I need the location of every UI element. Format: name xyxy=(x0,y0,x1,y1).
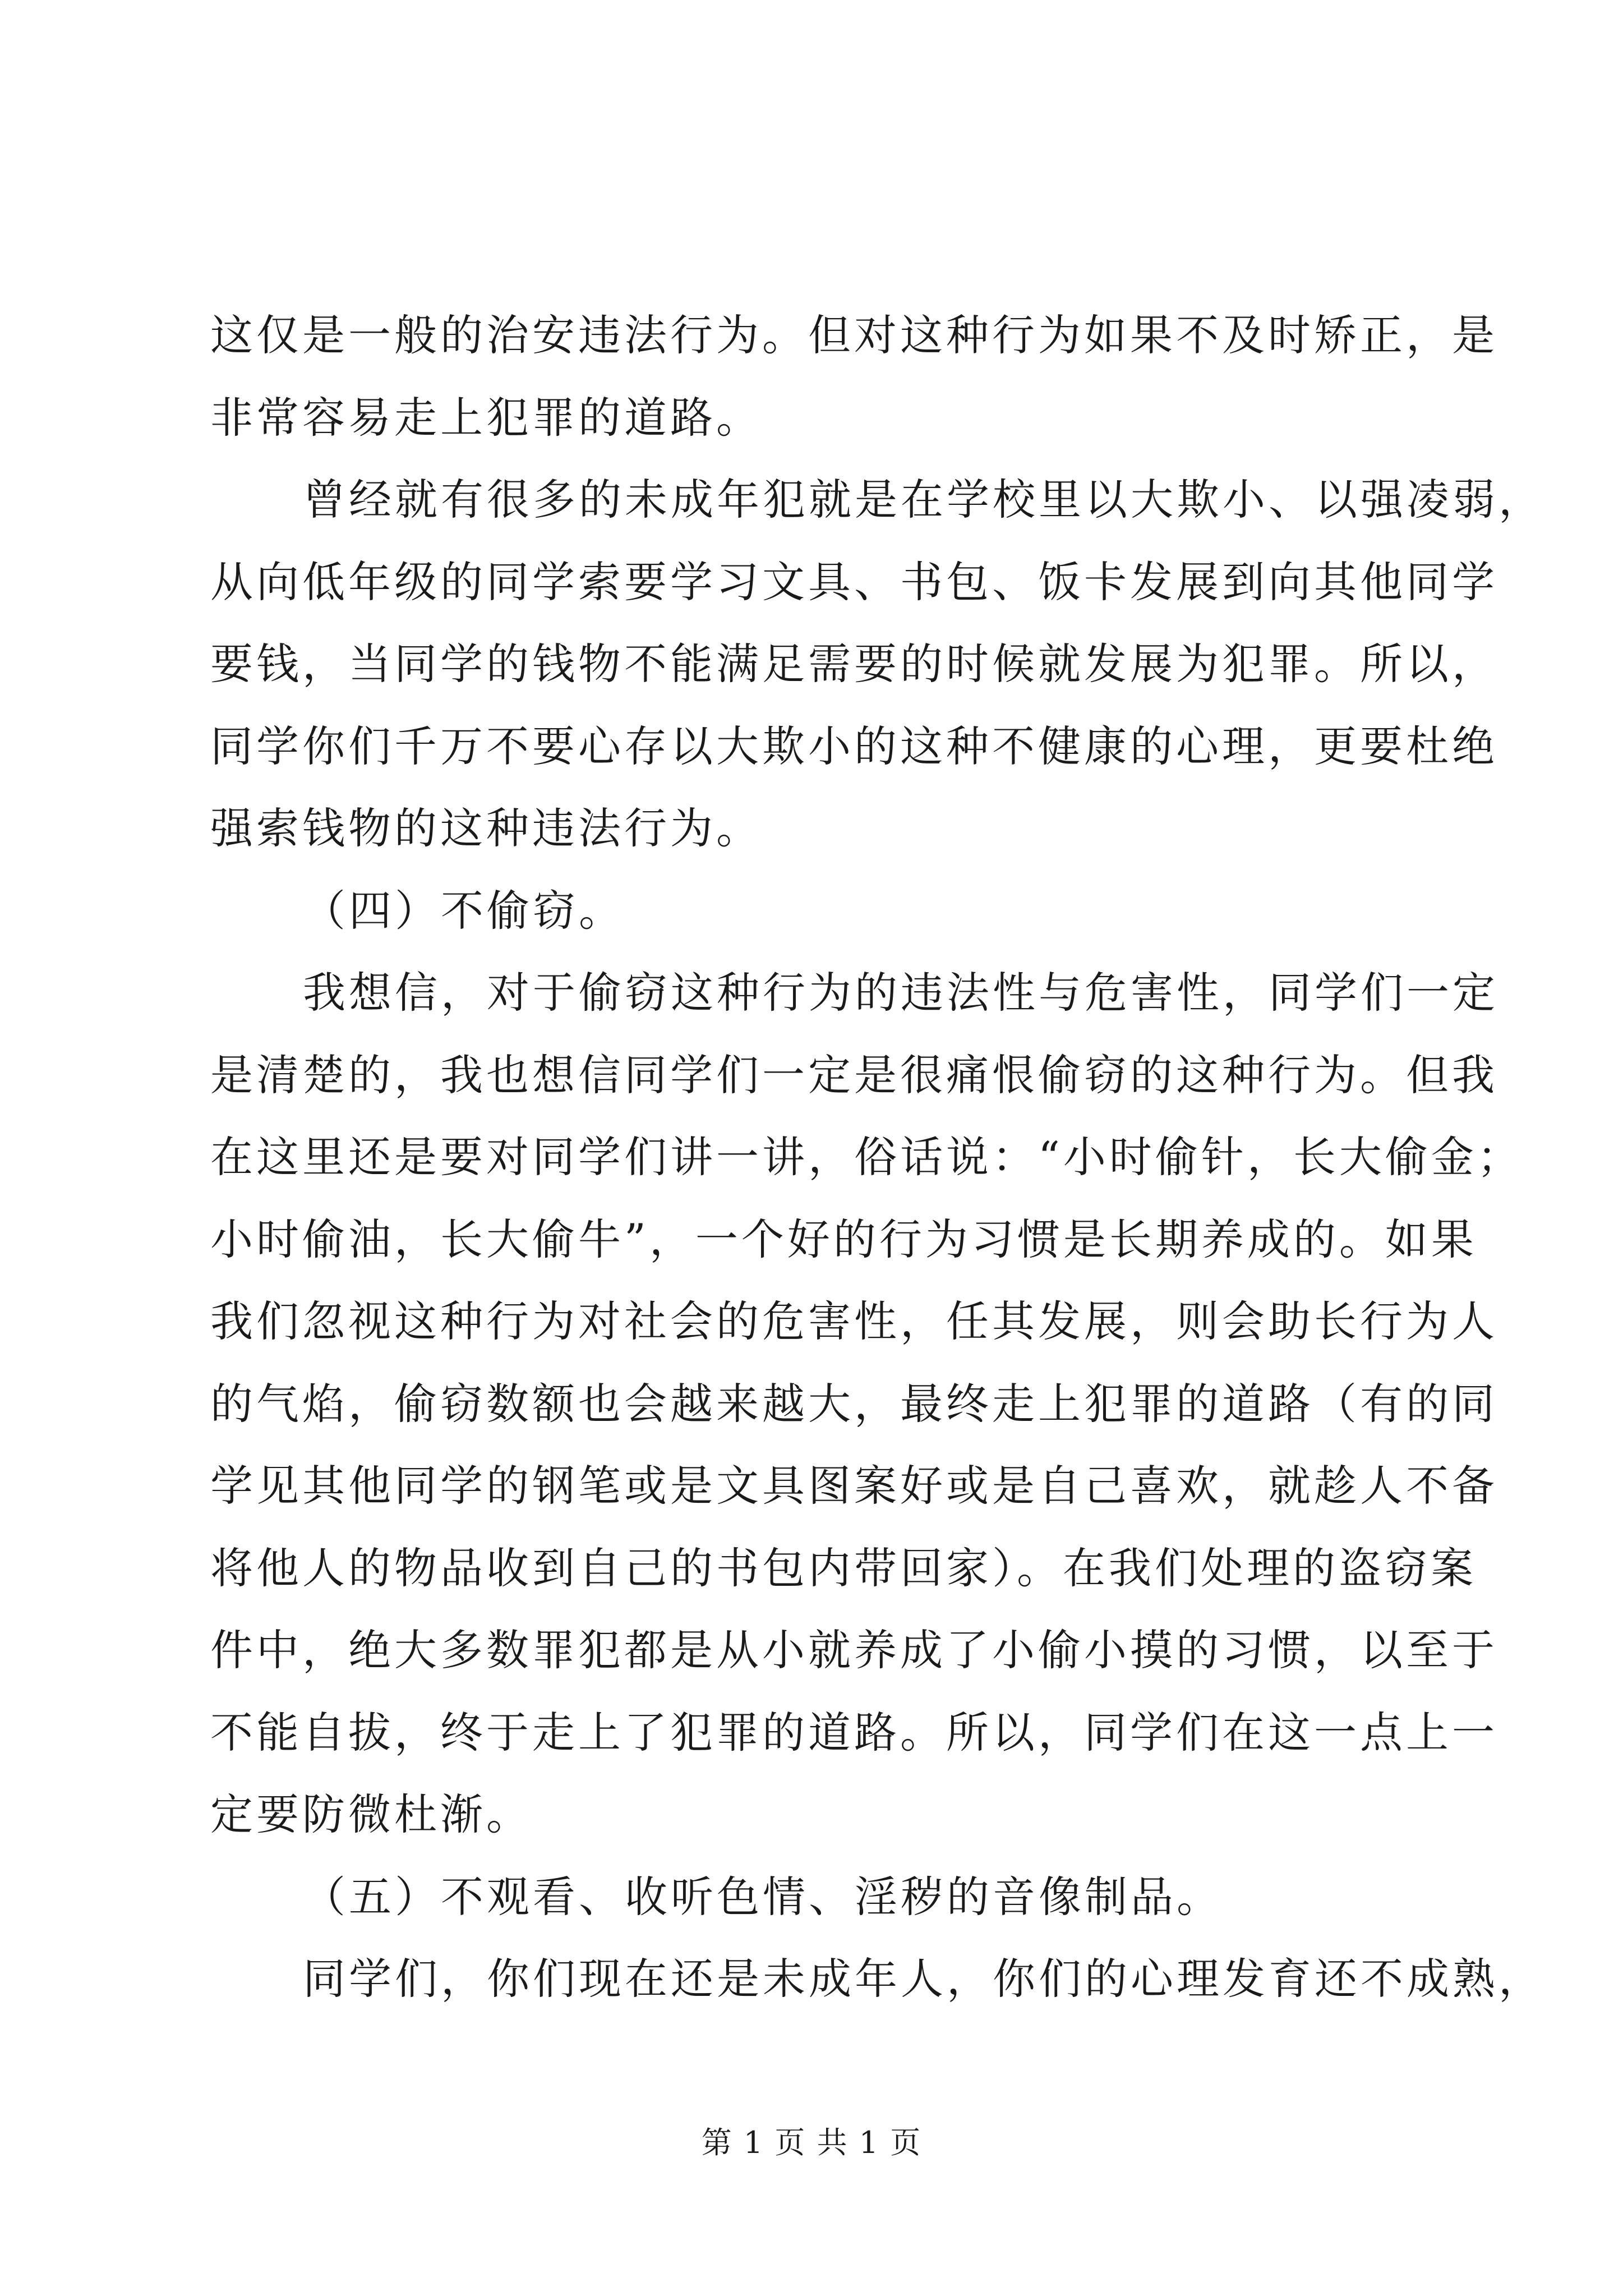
text-line: 将他人的物品收到自己的书包内带回家）。在我们处理的盗窃案 xyxy=(210,1543,1477,1593)
text-line: 是清楚的，我也想信同学们一定是很痛恨偷窃的这种行为。但我 xyxy=(210,1050,1498,1100)
section-heading: （五）不观看、收听色情、淫秽的音像制品。 xyxy=(303,1871,1223,1922)
text-line: 我想信，对于偷窃这种行为的违法性与危害性，同学们一定 xyxy=(303,968,1498,1018)
text-line: 要钱，当同学的钱物不能满足需要的时候就发展为犯罪。所以， xyxy=(210,639,1498,689)
text-line: 定要防微杜渐。 xyxy=(210,1789,532,1839)
text-line: 学见其他同学的钢笔或是文具图案好或是自己喜欢，就趁人不备 xyxy=(210,1461,1498,1511)
text-line: 同学你们千万不要心存以大欺小的这种不健康的心理，更要杜绝 xyxy=(210,721,1498,771)
section-heading: （四）不偷窃。 xyxy=(303,885,625,936)
text-line: 件中，绝大多数罪犯都是从小就养成了小偷小摸的习惯，以至于 xyxy=(210,1625,1498,1675)
text-line: 这仅是一般的治安违法行为。但对这种行为如果不及时矫正，是 xyxy=(210,310,1498,360)
text-line: 同学们，你们现在还是未成年人，你们的心理发育还不成熟， xyxy=(303,1954,1544,2004)
document-body xyxy=(210,295,1544,2021)
text-line: 非常容易走上犯罪的道路。 xyxy=(210,392,762,443)
text-line: 强索钱物的这种违法行为。 xyxy=(210,803,762,853)
text-line: 曾经就有很多的未成年犯就是在学校里以大欺小、以强凌弱， xyxy=(303,475,1544,524)
text-line: 我们忽视这种行为对社会的危害性，任其发展，则会助长行为人 xyxy=(210,1296,1498,1346)
text-line: 在这里还是要对同学们讲一讲，俗话说：“小时偷针，长大偷金； xyxy=(210,1132,1523,1182)
text-line: 小时偷油，长大偷牛”，一个好的行为习惯是长期养成的。如果 xyxy=(210,1214,1477,1264)
text-line: 的气焰，偷窃数额也会越来越大，最终走上犯罪的道路（有的同 xyxy=(210,1378,1498,1429)
page-footer: 第 1 页 共 1 页 xyxy=(701,2125,922,2160)
text-line: 不能自拔，终于走上了犯罪的道路。所以，同学们在这一点上一 xyxy=(210,1707,1498,1757)
text-line: 从向低年级的同学索要学习文具、书包、饭卡发展到向其他同学 xyxy=(210,556,1498,607)
